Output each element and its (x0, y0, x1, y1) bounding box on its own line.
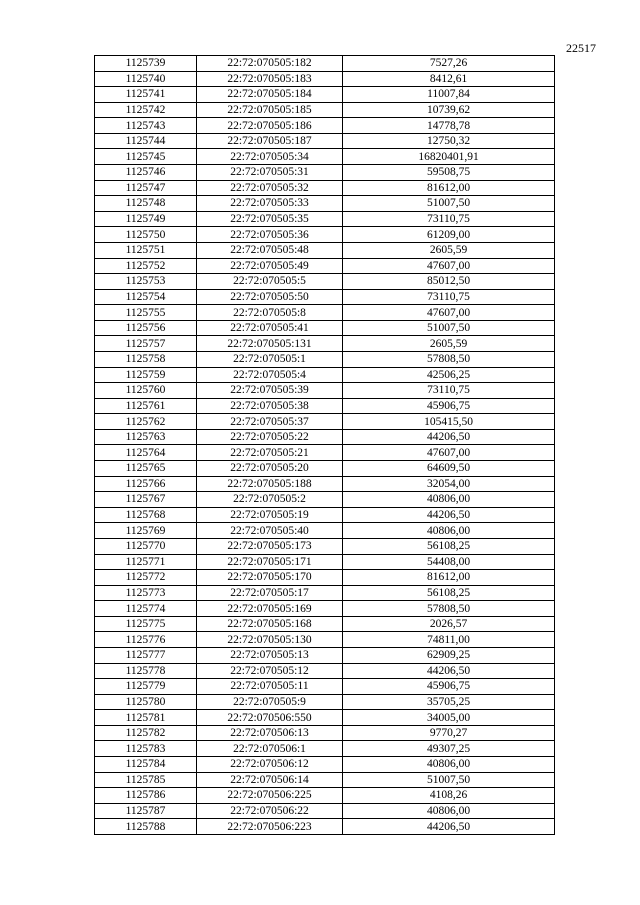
cadastral-value-cell: 73110,75 (343, 211, 555, 227)
cadastral-number-cell: 22:72:070505:182 (197, 56, 343, 72)
table-row (95, 274, 555, 290)
cadastral-number-cell: 22:72:070505:171 (197, 554, 343, 570)
table-row (95, 227, 555, 243)
cadastral-value-cell: 51007,50 (343, 772, 555, 788)
table-row (95, 679, 555, 695)
cadastral-value-cell: 56108,25 (343, 538, 555, 554)
cadastral-value-cell: 81612,00 (343, 570, 555, 586)
table-row (95, 803, 555, 819)
row-number-cell: 1125766 (95, 476, 197, 492)
cadastral-value-cell: 4108,26 (343, 788, 555, 804)
cadastral-value-cell: 81612,00 (343, 180, 555, 196)
table-row (95, 461, 555, 477)
table-row (95, 757, 555, 773)
table-row (95, 570, 555, 586)
cadastral-number-cell: 22:72:070505:1 (197, 351, 343, 367)
cadastral-number-cell: 22:72:070505:50 (197, 289, 343, 305)
table-row (95, 367, 555, 383)
row-number-cell: 1125778 (95, 663, 197, 679)
cadastral-number-cell: 22:72:070505:188 (197, 476, 343, 492)
cadastral-value-cell: 44206,50 (343, 819, 555, 835)
page-number: 22517 (566, 41, 596, 55)
table-row (95, 538, 555, 554)
row-number-cell: 1125758 (95, 351, 197, 367)
cadastral-value-cell: 74811,00 (343, 632, 555, 648)
cadastral-value-cell: 64609,50 (343, 461, 555, 477)
cadastral-number-cell: 22:72:070505:2 (197, 492, 343, 508)
cadastral-number-cell: 22:72:070506:12 (197, 757, 343, 773)
cadastral-value-cell: 73110,75 (343, 383, 555, 399)
cadastral-value-cell: 2605,59 (343, 336, 555, 352)
row-number-cell: 1125754 (95, 289, 197, 305)
row-number-cell: 1125748 (95, 196, 197, 212)
cadastral-number-cell: 22:72:070505:131 (197, 336, 343, 352)
cadastral-number-cell: 22:72:070505:183 (197, 71, 343, 87)
table-row (95, 601, 555, 617)
table-row (95, 336, 555, 352)
row-number-cell: 1125763 (95, 429, 197, 445)
table-row (95, 725, 555, 741)
row-number-cell: 1125784 (95, 757, 197, 773)
row-number-cell: 1125774 (95, 601, 197, 617)
cadastral-value-cell: 44206,50 (343, 507, 555, 523)
cadastral-number-cell: 22:72:070505:39 (197, 383, 343, 399)
row-number-cell: 1125759 (95, 367, 197, 383)
cadastral-number-cell: 22:72:070506:14 (197, 772, 343, 788)
cadastral-value-cell: 47607,00 (343, 445, 555, 461)
table-row (95, 507, 555, 523)
table-row (95, 289, 555, 305)
cadastral-value-cell: 9770,27 (343, 725, 555, 741)
table-row (95, 772, 555, 788)
row-number-cell: 1125765 (95, 461, 197, 477)
cadastral-number-cell: 22:72:070505:12 (197, 663, 343, 679)
cadastral-value-cell: 54408,00 (343, 554, 555, 570)
row-number-cell: 1125757 (95, 336, 197, 352)
cadastral-number-cell: 22:72:070505:20 (197, 461, 343, 477)
cadastral-value-cell: 51007,50 (343, 320, 555, 336)
table-row (95, 149, 555, 165)
table-row (95, 414, 555, 430)
table-row (95, 398, 555, 414)
table-row (95, 320, 555, 336)
cadastral-value-cell: 16820401,91 (343, 149, 555, 165)
table-row (95, 819, 555, 835)
cadastral-number-cell: 22:72:070505:13 (197, 647, 343, 663)
cadastral-number-cell: 22:72:070505:185 (197, 102, 343, 118)
cadastral-number-cell: 22:72:070505:187 (197, 133, 343, 149)
cadastral-value-cell: 14778,78 (343, 118, 555, 134)
row-number-cell: 1125768 (95, 507, 197, 523)
row-number-cell: 1125743 (95, 118, 197, 134)
row-number-cell: 1125756 (95, 320, 197, 336)
row-number-cell: 1125786 (95, 788, 197, 804)
cadastral-value-cell: 2605,59 (343, 242, 555, 258)
cadastral-number-cell: 22:72:070505:9 (197, 694, 343, 710)
row-number-cell: 1125749 (95, 211, 197, 227)
row-number-cell: 1125781 (95, 710, 197, 726)
row-number-cell: 1125753 (95, 274, 197, 290)
row-number-cell: 1125744 (95, 133, 197, 149)
cadastral-number-cell: 22:72:070506:223 (197, 819, 343, 835)
row-number-cell: 1125764 (95, 445, 197, 461)
cadastral-value-cell: 8412,61 (343, 71, 555, 87)
table-row (95, 258, 555, 274)
table-row (95, 492, 555, 508)
cadastral-value-cell: 34005,00 (343, 710, 555, 726)
cadastral-value-cell: 44206,50 (343, 663, 555, 679)
cadastral-number-cell: 22:72:070506:225 (197, 788, 343, 804)
row-number-cell: 1125773 (95, 585, 197, 601)
cadastral-number-cell: 22:72:070505:49 (197, 258, 343, 274)
cadastral-number-cell: 22:72:070506:550 (197, 710, 343, 726)
table-row (95, 585, 555, 601)
table-row (95, 56, 555, 72)
table-row (95, 694, 555, 710)
table-row (95, 196, 555, 212)
cadastral-number-cell: 22:72:070505:37 (197, 414, 343, 430)
table-row (95, 118, 555, 134)
cadastral-value-cell: 59508,75 (343, 165, 555, 181)
cadastral-number-cell: 22:72:070505:17 (197, 585, 343, 601)
row-number-cell: 1125770 (95, 538, 197, 554)
row-number-cell: 1125762 (95, 414, 197, 430)
table-row (95, 788, 555, 804)
row-number-cell: 1125745 (95, 149, 197, 165)
table-row (95, 87, 555, 103)
cadastral-value-cell: 47607,00 (343, 258, 555, 274)
row-number-cell: 1125742 (95, 102, 197, 118)
cadastral-number-cell: 22:72:070505:184 (197, 87, 343, 103)
cadastral-value-cell: 10739,62 (343, 102, 555, 118)
cadastral-value-cell: 7527,26 (343, 56, 555, 72)
cadastral-value-cell: 73110,75 (343, 289, 555, 305)
cadastral-value-cell: 56108,25 (343, 585, 555, 601)
row-number-cell: 1125775 (95, 616, 197, 632)
row-number-cell: 1125783 (95, 741, 197, 757)
cadastral-value-cell: 40806,00 (343, 492, 555, 508)
cadastral-number-cell: 22:72:070505:8 (197, 305, 343, 321)
row-number-cell: 1125746 (95, 165, 197, 181)
cadastral-value-cell: 2026,57 (343, 616, 555, 632)
row-number-cell: 1125782 (95, 725, 197, 741)
cadastral-value-cell: 45906,75 (343, 679, 555, 695)
table-row (95, 710, 555, 726)
row-number-cell: 1125788 (95, 819, 197, 835)
cadastral-value-cell: 62909,25 (343, 647, 555, 663)
row-number-cell: 1125751 (95, 242, 197, 258)
row-number-cell: 1125787 (95, 803, 197, 819)
cadastral-number-cell: 22:72:070505:173 (197, 538, 343, 554)
row-number-cell: 1125739 (95, 56, 197, 72)
table-row (95, 383, 555, 399)
cadastral-number-cell: 22:72:070506:13 (197, 725, 343, 741)
cadastral-number-cell: 22:72:070505:35 (197, 211, 343, 227)
row-number-cell: 1125780 (95, 694, 197, 710)
cadastral-number-cell: 22:72:070505:130 (197, 632, 343, 648)
cadastral-number-cell: 22:72:070505:169 (197, 601, 343, 617)
cadastral-value-cell: 57808,50 (343, 601, 555, 617)
table-row (95, 102, 555, 118)
table-row (95, 165, 555, 181)
table-row (95, 429, 555, 445)
row-number-cell: 1125771 (95, 554, 197, 570)
table-row (95, 647, 555, 663)
cadastral-value-cell: 11007,84 (343, 87, 555, 103)
table-row (95, 351, 555, 367)
row-number-cell: 1125772 (95, 570, 197, 586)
cadastral-number-cell: 22:72:070505:170 (197, 570, 343, 586)
cadastral-number-cell: 22:72:070505:22 (197, 429, 343, 445)
row-number-cell: 1125740 (95, 71, 197, 87)
row-number-cell: 1125785 (95, 772, 197, 788)
cadastral-number-cell: 22:72:070505:31 (197, 165, 343, 181)
row-number-cell: 1125752 (95, 258, 197, 274)
table-row (95, 305, 555, 321)
table-row (95, 523, 555, 539)
cadastral-value-cell: 12750,32 (343, 133, 555, 149)
cadastral-value-cell: 40806,00 (343, 757, 555, 773)
cadastral-number-cell: 22:72:070505:11 (197, 679, 343, 695)
cadastral-value-cell: 35705,25 (343, 694, 555, 710)
cadastral-value-cell: 105415,50 (343, 414, 555, 430)
cadastral-number-cell: 22:72:070505:186 (197, 118, 343, 134)
cadastral-value-cell: 61209,00 (343, 227, 555, 243)
row-number-cell: 1125741 (95, 87, 197, 103)
cadastral-number-cell: 22:72:070506:1 (197, 741, 343, 757)
cadastral-value-cell: 49307,25 (343, 741, 555, 757)
cadastral-value-table (94, 55, 555, 835)
cadastral-number-cell: 22:72:070505:33 (197, 196, 343, 212)
cadastral-number-cell: 22:72:070505:4 (197, 367, 343, 383)
cadastral-number-cell: 22:72:070505:41 (197, 320, 343, 336)
cadastral-value-cell: 44206,50 (343, 429, 555, 445)
table-row (95, 741, 555, 757)
table-row (95, 242, 555, 258)
cadastral-number-cell: 22:72:070505:38 (197, 398, 343, 414)
cadastral-number-cell: 22:72:070505:34 (197, 149, 343, 165)
row-number-cell: 1125747 (95, 180, 197, 196)
cadastral-value-cell: 40806,00 (343, 803, 555, 819)
row-number-cell: 1125779 (95, 679, 197, 695)
cadastral-number-cell: 22:72:070505:168 (197, 616, 343, 632)
row-number-cell: 1125755 (95, 305, 197, 321)
cadastral-number-cell: 22:72:070505:19 (197, 507, 343, 523)
cadastral-number-cell: 22:72:070505:48 (197, 242, 343, 258)
row-number-cell: 1125776 (95, 632, 197, 648)
cadastral-number-cell: 22:72:070506:22 (197, 803, 343, 819)
cadastral-number-cell: 22:72:070505:5 (197, 274, 343, 290)
row-number-cell: 1125769 (95, 523, 197, 539)
cadastral-number-cell: 22:72:070505:32 (197, 180, 343, 196)
cadastral-value-cell: 51007,50 (343, 196, 555, 212)
cadastral-value-cell: 40806,00 (343, 523, 555, 539)
table-row (95, 445, 555, 461)
row-number-cell: 1125760 (95, 383, 197, 399)
table-row (95, 632, 555, 648)
cadastral-number-cell: 22:72:070505:40 (197, 523, 343, 539)
table-row (95, 71, 555, 87)
cadastral-value-cell: 45906,75 (343, 398, 555, 414)
table-row (95, 180, 555, 196)
table-body (95, 56, 555, 835)
cadastral-value-cell: 42506,25 (343, 367, 555, 383)
table-row (95, 211, 555, 227)
cadastral-value-cell: 57808,50 (343, 351, 555, 367)
cadastral-value-cell: 85012,50 (343, 274, 555, 290)
table-row (95, 133, 555, 149)
table-row (95, 616, 555, 632)
cadastral-value-cell: 47607,00 (343, 305, 555, 321)
row-number-cell: 1125777 (95, 647, 197, 663)
cadastral-value-cell: 32054,00 (343, 476, 555, 492)
row-number-cell: 1125761 (95, 398, 197, 414)
cadastral-number-cell: 22:72:070505:36 (197, 227, 343, 243)
row-number-cell: 1125767 (95, 492, 197, 508)
cadastral-number-cell: 22:72:070505:21 (197, 445, 343, 461)
table-row (95, 554, 555, 570)
row-number-cell: 1125750 (95, 227, 197, 243)
table-row (95, 663, 555, 679)
table-row (95, 476, 555, 492)
